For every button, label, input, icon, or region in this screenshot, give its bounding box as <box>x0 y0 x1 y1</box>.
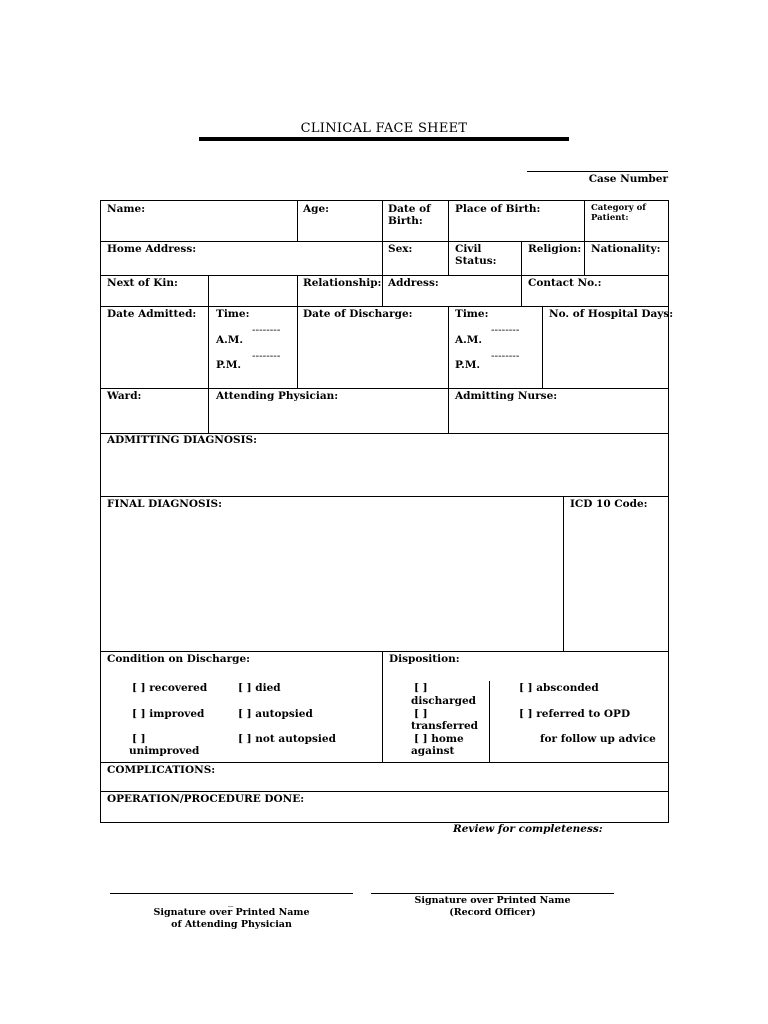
died-checkbox[interactable]: [ ] died <box>238 682 281 694</box>
col-divider <box>489 681 490 762</box>
dob-label-line1: Date of <box>388 203 431 215</box>
row-divider <box>100 241 668 242</box>
physician-signature-line <box>110 893 353 894</box>
complications-label: COMPLICATIONS: <box>107 764 216 776</box>
admit-pm-blank: -------- <box>252 350 281 362</box>
row-divider <box>100 306 668 307</box>
transferred-checkbox[interactable]: [ ] <box>414 708 428 720</box>
discharged-label: discharged <box>411 695 476 707</box>
civil-status-line1: Civil <box>455 243 482 255</box>
category-label-line1: Category of <box>591 203 646 213</box>
recovered-checkbox[interactable]: [ ] recovered <box>132 682 208 694</box>
discharge-am-label: A.M. <box>455 334 483 346</box>
against-label: against <box>411 745 455 757</box>
case-number-line <box>527 171 668 172</box>
col-divider <box>382 275 383 306</box>
referred-opd-checkbox[interactable]: [ ] referred to OPD <box>519 708 631 720</box>
admitting-nurse-label: Admitting Nurse: <box>455 390 558 402</box>
unimproved-label: unimproved <box>129 745 200 757</box>
row-divider <box>100 275 668 276</box>
category-label-line2: Patient: <box>591 213 629 223</box>
row-divider <box>100 762 668 763</box>
col-divider <box>297 306 298 388</box>
admit-am-blank: -------- <box>252 324 281 336</box>
row-divider <box>100 388 668 389</box>
unimproved-checkbox[interactable]: [ ] <box>132 733 146 745</box>
col-divider <box>382 200 383 275</box>
col-divider <box>382 651 383 762</box>
col-divider <box>448 306 449 388</box>
next-of-kin-label: Next of Kin: <box>107 277 178 289</box>
contact-no-label: Contact No.: <box>528 277 602 289</box>
col-divider <box>208 388 209 433</box>
home-against-checkbox[interactable]: [ ] home <box>414 733 464 745</box>
col-divider <box>521 241 522 275</box>
col-divider <box>208 275 209 306</box>
condition-label: Condition on Discharge: <box>107 653 251 665</box>
officer-signature-line <box>371 893 614 894</box>
admit-time-label: Time: <box>216 308 250 320</box>
page-title: CLINICAL FACE SHEET <box>300 121 468 136</box>
nationality-label: Nationality: <box>591 243 661 255</box>
transferred-label: transferred <box>411 720 479 732</box>
dob-label-line2: Birth: <box>388 215 423 227</box>
sex-label: Sex: <box>388 243 413 255</box>
row-divider <box>100 651 668 652</box>
improved-checkbox[interactable]: [ ] improved <box>132 708 205 720</box>
review-label: Review for completeness: <box>453 823 603 835</box>
discharge-time-label: Time: <box>455 308 489 320</box>
name-label: Name: <box>107 203 146 215</box>
admit-pm-label: P.M. <box>216 359 242 371</box>
physician-signature-sublabel: of Attending Physician <box>171 919 292 930</box>
discharged-checkbox[interactable]: [ ] <box>414 682 428 694</box>
final-diagnosis-label: FINAL DIAGNOSIS: <box>107 498 222 510</box>
address-label: Address: <box>388 277 439 289</box>
col-divider <box>208 306 209 388</box>
icd10-label: ICD 10 Code: <box>570 498 648 510</box>
officer-signature-sublabel: (Record Officer) <box>449 907 536 918</box>
relationship-label: Relationship: <box>303 277 382 289</box>
admit-am-label: A.M. <box>216 334 244 346</box>
col-divider <box>542 306 543 388</box>
ward-label: Ward: <box>107 390 142 402</box>
not-autopsied-checkbox[interactable]: [ ] not autopsied <box>238 733 336 745</box>
col-divider <box>297 275 298 306</box>
home-address-label: Home Address: <box>107 243 197 255</box>
absconded-checkbox[interactable]: [ ] absconded <box>519 682 599 694</box>
physician-signature-mark: _ <box>228 895 234 907</box>
col-divider <box>584 200 585 241</box>
follow-up-label: for follow up advice <box>540 733 656 745</box>
operation-label: OPERATION/PROCEDURE DONE: <box>107 793 305 805</box>
place-of-birth-label: Place of Birth: <box>455 203 541 215</box>
row-divider <box>100 791 668 792</box>
officer-signature-label: Signature over Printed Name <box>414 895 571 906</box>
discharge-pm-label: P.M. <box>455 359 481 371</box>
col-divider <box>584 241 585 275</box>
col-divider <box>448 388 449 433</box>
religion-label: Religion: <box>528 243 582 255</box>
civil-status-line2: Status: <box>455 255 497 267</box>
discharge-am-blank: -------- <box>491 324 520 336</box>
col-divider <box>448 200 449 275</box>
form-frame <box>100 200 669 823</box>
date-admitted-label: Date Admitted: <box>107 308 197 320</box>
title-underline <box>199 137 569 141</box>
disposition-label: Disposition: <box>389 653 460 665</box>
admitting-diagnosis-label: ADMITTING DIAGNOSIS: <box>107 434 257 446</box>
col-divider <box>563 496 564 651</box>
autopsied-checkbox[interactable]: [ ] autopsied <box>238 708 313 720</box>
col-divider <box>521 275 522 306</box>
col-divider <box>297 200 298 241</box>
attending-physician-label: Attending Physician: <box>216 390 339 402</box>
discharge-pm-blank: -------- <box>491 350 520 362</box>
date-discharge-label: Date of Discharge: <box>303 308 413 320</box>
case-number-label: Case Number <box>588 173 668 185</box>
age-label: Age: <box>303 203 330 215</box>
physician-signature-label: Signature over Printed Name <box>153 907 310 918</box>
row-divider <box>100 496 668 497</box>
hospital-days-label: No. of Hospital Days: <box>549 308 674 320</box>
